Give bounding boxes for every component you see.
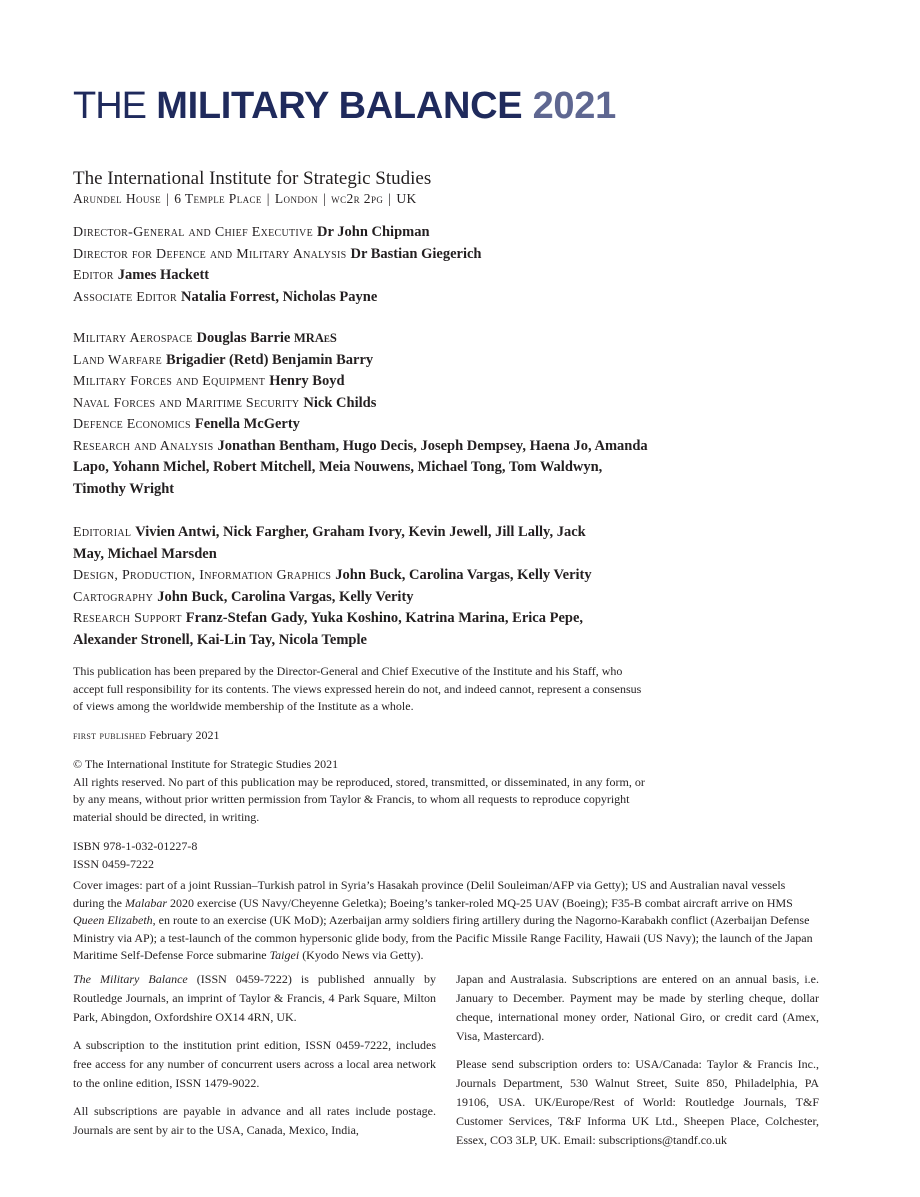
publisher-address: Arundel House | 6 Temple Place | London | wc2r 2pg | UK: [73, 191, 417, 206]
disclaimer: This publication has been prepared by the Director-General and Chief Executive of the Institute and his Staff, who accept full responsibility for its contents. The views expressed herein do not, and indeed cannot, represent a consensus of views among the worldwide membership of the Institute as a whole.: [73, 664, 642, 713]
address-part: wc2r 2pg: [331, 191, 384, 206]
copyright: [73, 756, 651, 826]
credit-name: Douglas Barrie: [196, 330, 291, 346]
identifiers: [73, 838, 197, 873]
subscription-column-right: [456, 970, 819, 1159]
credit-names: Vivien Antwi, Nick Fargher, Graham Ivory, Kevin Jewell, Jill Lally, Jack May, Michael Marsden: [73, 524, 586, 562]
subscription-paragraph: Japan and Australasia. Subscriptions are entered on an annual basis, i.e. January to December. Payment may be made by sterling cheque, dollar cheque, international money order, National Giro, or credit card (Amex, Visa, Mastercard).: [456, 972, 819, 1043]
credit-row: [73, 522, 603, 565]
publication-title: The Military Balance: [73, 972, 188, 986]
credit-row: [73, 436, 653, 501]
address-part: UK: [396, 191, 417, 206]
credit-role: Research and Analysis: [73, 438, 214, 454]
publisher-name: The International Institute for Strategic Studies: [73, 168, 432, 189]
copyright-rights: All rights reserved. No part of this publication may be reproduced, stored, transmitted, or disseminated, in any form, or by any means, without prior written permission from Taylor & Francis, to whom all requests to reproduce copyright material should be directed, in writing.: [73, 774, 645, 824]
cover-italic: Malabar: [125, 895, 167, 910]
credit-names: Dr Bastian Giegerich: [350, 245, 482, 262]
credit-names: [197, 330, 337, 346]
credit-row: [73, 565, 793, 587]
credit-role: Naval Forces and Maritime Security: [73, 395, 300, 411]
credit-names: Fenella McGerty: [194, 416, 300, 432]
specialist-credits: [73, 328, 793, 500]
address-part: London: [274, 191, 319, 206]
credit-row: [73, 287, 793, 309]
credit-names: Nick Childs: [303, 394, 377, 411]
credit-names: Brigadier (Retd) Benjamin Barry: [166, 351, 374, 368]
credit-role: Design, Production, Information Graphics: [73, 568, 332, 583]
credit-role: Cartography: [73, 589, 154, 605]
credit-role: Editor: [73, 268, 114, 283]
credit-names: Jonathan Bentham, Hugo Decis, Joseph Dempsey, Haena Jo, Amanda Lapo, Yohann Michel, Robert Mitchell, Meia Nouwens, Michael Tong, Tom Waldwyn, Timothy Wright: [73, 437, 648, 497]
subscription-paragraph: Please send subscription orders to: USA/Canada: Taylor & Francis Inc., Journals Department, 530 Walnut Street, Suite 850, Philadelphia, PA 19106, USA. UK/Europe/Rest of World: Routledge Journals, T&F Customer Services, T&F Informa UK Ltd., Sheepen Place, Colchester, Essex, CO3 3LP, UK. Email: subscriptions@tandf.co.uk: [456, 1057, 819, 1147]
cover-text: , en route to an exercise (UK MoD); Azerbaijan army soldiers firing artillery during the Nagorno-Karabakh conflict (Azerbaijan Defense Ministry via AP); a test-launch of the common hypersonic glide body, from the Pacific Missile Range Facility, Hawaii (US Navy); the launch of the Japan Maritime Self-Defense Force submarine: [73, 913, 813, 962]
credit-role: Military Aerospace: [73, 331, 193, 346]
credit-names: John Buck, Carolina Vargas, Kelly Verity: [157, 588, 414, 605]
credit-names: Franz-Stefan Gady, Yuka Koshino, Katrina Marina, Erica Pepe, Alexander Stronell, Kai-Lin Tay, Nicola Temple: [73, 610, 584, 648]
credit-row: [73, 393, 793, 415]
copyright-line: © The International Institute for Strategic Studies 2021: [73, 757, 339, 771]
credit-row: [73, 328, 793, 350]
subscription-paragraph: All subscriptions are payable in advance and all rates include postage. Journals are sent by air to the USA, Canada, Mexico, India,: [73, 1104, 436, 1137]
credit-names: John Buck, Carolina Vargas, Kelly Verity: [335, 567, 592, 583]
credit-names: Dr John Chipman: [317, 224, 430, 240]
cover-credits: [73, 877, 818, 965]
title-main: MILITARY BALANCE: [156, 85, 523, 127]
credit-role: Defence Economics: [73, 417, 191, 432]
cover-italic: Taigei: [269, 948, 300, 962]
credit-row: [73, 414, 793, 436]
cover-text: (Kyodo News via Getty).: [299, 948, 424, 962]
credit-role: Land Warfare: [73, 352, 162, 368]
cover-italic: Queen Elizabeth: [73, 913, 153, 927]
credit-role: Associate Editor: [73, 289, 178, 305]
first-published-date: February 2021: [149, 728, 220, 742]
credit-role: Director-General and Chief Executive: [73, 225, 313, 240]
credit-row: [73, 222, 793, 244]
title-year: 2021: [532, 85, 616, 127]
subscription-text: (ISSN 0459-7222) is published annually by Routledge Journals, an imprint of Taylor & Francis, 4 Park Square, Milton Park, Abingdon, Oxfordshire OX14 4RN, UK.: [73, 972, 436, 1024]
subscription-paragraph: A subscription to the institution print edition, ISSN 0459-7222, includes free access for any number of concurrent users across a local area network to the online edition, ISSN 1479-9022.: [73, 1038, 436, 1090]
issn: ISSN 0459-7222: [73, 856, 155, 871]
address-part: Arundel House: [73, 191, 162, 206]
isbn: ISBN 978-1-032-01227-8: [73, 839, 198, 853]
credit-suffix: MRAeS: [294, 331, 337, 345]
first-published-label: first published: [73, 730, 147, 742]
credit-role: Research Support: [73, 611, 182, 626]
credit-row: [73, 350, 793, 372]
page-title: [73, 84, 616, 128]
credit-names: James Hackett: [117, 267, 210, 283]
credit-role: Director for Defence and Military Analysis: [73, 246, 347, 262]
production-credits: [73, 522, 793, 651]
cover-text: Cover images: part of a joint Russian–Turkish patrol in Syria’s Hasakah province (Delil Souleiman/AFP via Getty); US and Australian naval vessels during the: [73, 878, 786, 910]
subscription-paragraph: [73, 970, 436, 1027]
credit-names: Natalia Forrest, Nicholas Payne: [181, 288, 378, 305]
credit-row: [73, 265, 793, 287]
title-the: THE: [73, 85, 146, 127]
leadership-credits: [73, 222, 793, 308]
credit-names: Henry Boyd: [269, 373, 345, 389]
credit-row: [73, 371, 793, 393]
credit-row: [73, 608, 633, 651]
first-published: [73, 727, 220, 746]
credit-row: [73, 244, 793, 266]
cover-text: 2020 exercise (US Navy/Cheyenne Geletka); Boeing’s tanker-roled MQ-25 UAV (Boeing); F35-B combat aircraft arrive on HMS: [167, 895, 793, 910]
credit-row: [73, 587, 793, 609]
credit-role: Editorial: [73, 525, 132, 540]
credit-role: Military Forces and Equipment: [73, 374, 266, 389]
address-part: 6 Temple Place: [174, 191, 262, 206]
subscription-column-left: [73, 970, 436, 1149]
